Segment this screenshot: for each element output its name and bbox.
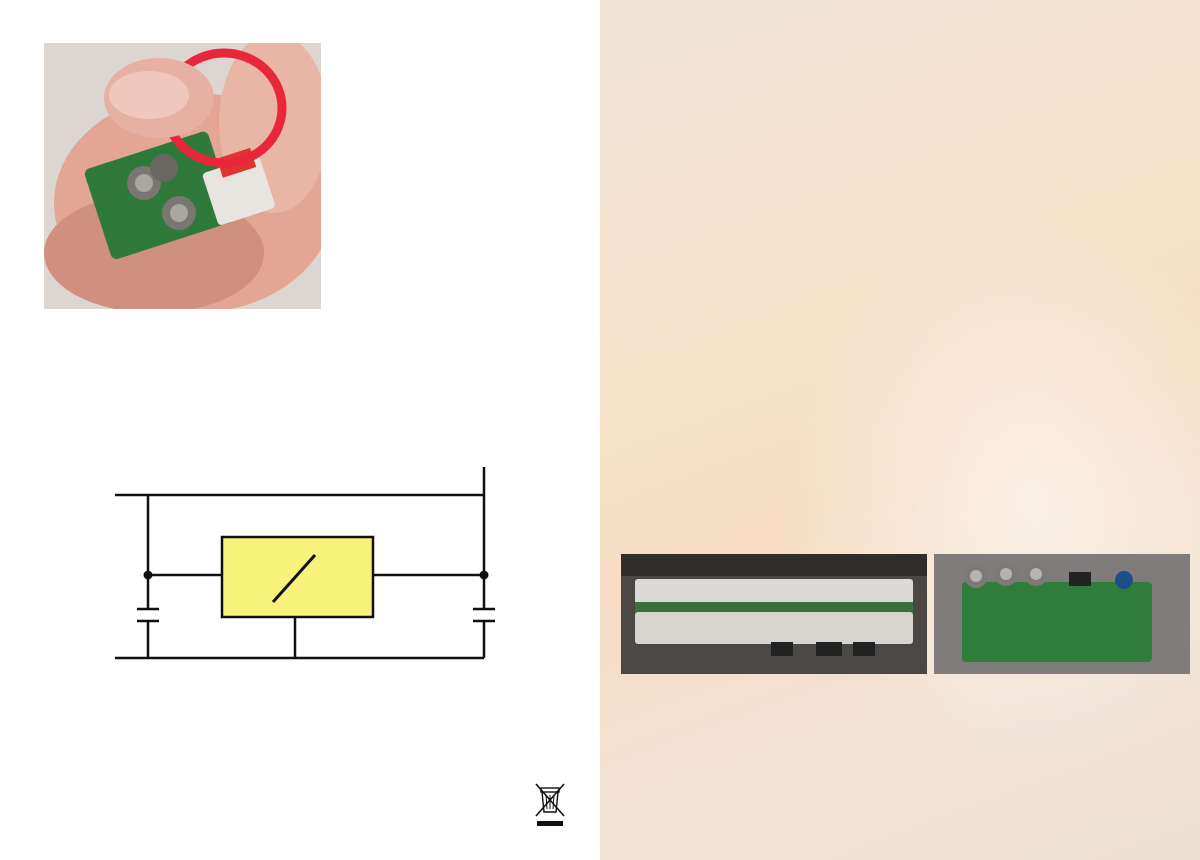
voltage-regulator — [222, 537, 373, 617]
terminal-strip-top-illustration — [934, 554, 1190, 674]
connection-schema-diagram — [95, 437, 505, 722]
weee-bin-icon — [534, 780, 568, 828]
product-photo-side — [621, 554, 927, 674]
right-panel — [600, 0, 1200, 860]
product-photo-top — [934, 554, 1190, 674]
terminal-strip-side-illustration — [621, 554, 927, 674]
thumb-ring-photo — [44, 43, 321, 309]
thumb-ring-illustration — [44, 43, 321, 309]
